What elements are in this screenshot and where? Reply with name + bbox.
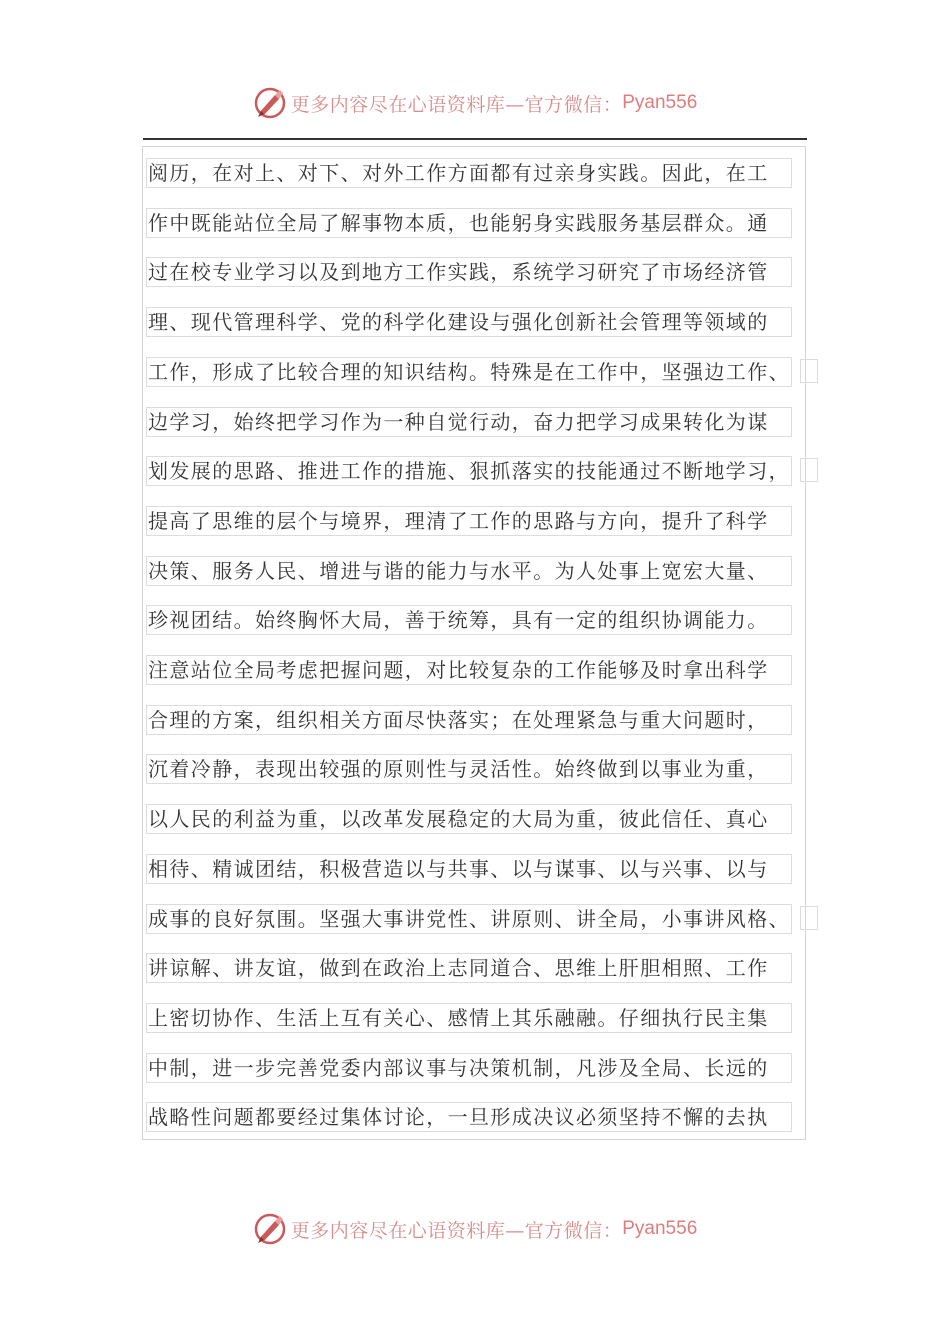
text-line: 提高了思维的层个与境界，理清了工作的思路与方向，提升了科学 — [146, 506, 792, 536]
pen-logo-icon — [253, 86, 287, 120]
header-banner-wechat-id: Pyan556 — [622, 92, 698, 113]
overflow-guide-box — [800, 906, 818, 930]
text-line: 讲谅解、讲友谊，做到在政治上志同道合、思维上肝胆相照、工作 — [146, 953, 792, 983]
header-divider — [143, 138, 807, 140]
text-line: 注意站位全局考虑把握问题，对比较复杂的工作能够及时拿出科学 — [146, 655, 792, 685]
footer-banner-wechat-id: Pyan556 — [622, 1218, 698, 1239]
text-line: 沉着冷静，表现出较强的原则性与灵活性。始终做到以事业为重， — [146, 754, 792, 784]
overflow-guide-box — [800, 458, 818, 482]
footer-banner-site-text: 更多内容尽在心语资料库—官方微信： — [290, 1219, 623, 1242]
text-line: 边学习，始终把学习作为一种自觉行动，奋力把学习成果转化为谋 — [146, 407, 792, 437]
text-frame — [142, 146, 806, 1140]
text-line: 相待、精诚团结，积极营造以与共事、以与谋事、以与兴事、以与 — [146, 854, 792, 884]
header-banner — [0, 83, 950, 123]
text-line: 战略性问题都要经过集体讨论，一旦形成决议必须坚持不懈的去执 — [146, 1102, 792, 1132]
text-line: 作中既能站位全局了解事物本质，也能躬身实践服务基层群众。通 — [146, 208, 792, 238]
text-line: 合理的方案，组织相关方面尽快落实；在处理紧急与重大问题时， — [146, 705, 792, 735]
footer-banner — [0, 1209, 950, 1249]
text-line: 阅历，在对上、对下、对外工作方面都有过亲身实践。因此，在工 — [146, 158, 792, 188]
text-line: 理、现代管理科学、党的科学化建设与强化创新社会管理等领域的 — [146, 307, 792, 337]
pen-logo-icon — [253, 1212, 287, 1246]
text-line: 上密切协作、生活上互有关心、感情上其乐融融。仔细执行民主集 — [146, 1003, 792, 1033]
text-line: 划发展的思路、推进工作的措施、狠抓落实的技能通过不断地学习， — [146, 456, 792, 486]
header-banner-site-text: 更多内容尽在心语资料库—官方微信： — [290, 93, 623, 116]
text-line: 工作，形成了比较合理的知识结构。特殊是在工作中，坚强边工作、 — [146, 357, 792, 387]
text-line: 成事的良好氛围。坚强大事讲党性、讲原则、讲全局，小事讲风格、 — [146, 904, 792, 934]
text-line: 过在校专业学习以及到地方工作实践，系统学习研究了市场经济管 — [146, 257, 792, 287]
text-line: 中制，进一步完善党委内部议事与决策机制，凡涉及全局、长远的 — [146, 1053, 792, 1083]
text-line: 决策、服务人民、增进与谐的能力与水平。为人处事上宽宏大量、 — [146, 556, 792, 586]
text-line: 珍视团结。始终胸怀大局，善于统筹，具有一定的组织协调能力。 — [146, 605, 792, 635]
overflow-guide-box — [800, 359, 818, 383]
text-line: 以人民的利益为重，以改革发展稳定的大局为重，彼此信任、真心 — [146, 804, 792, 834]
